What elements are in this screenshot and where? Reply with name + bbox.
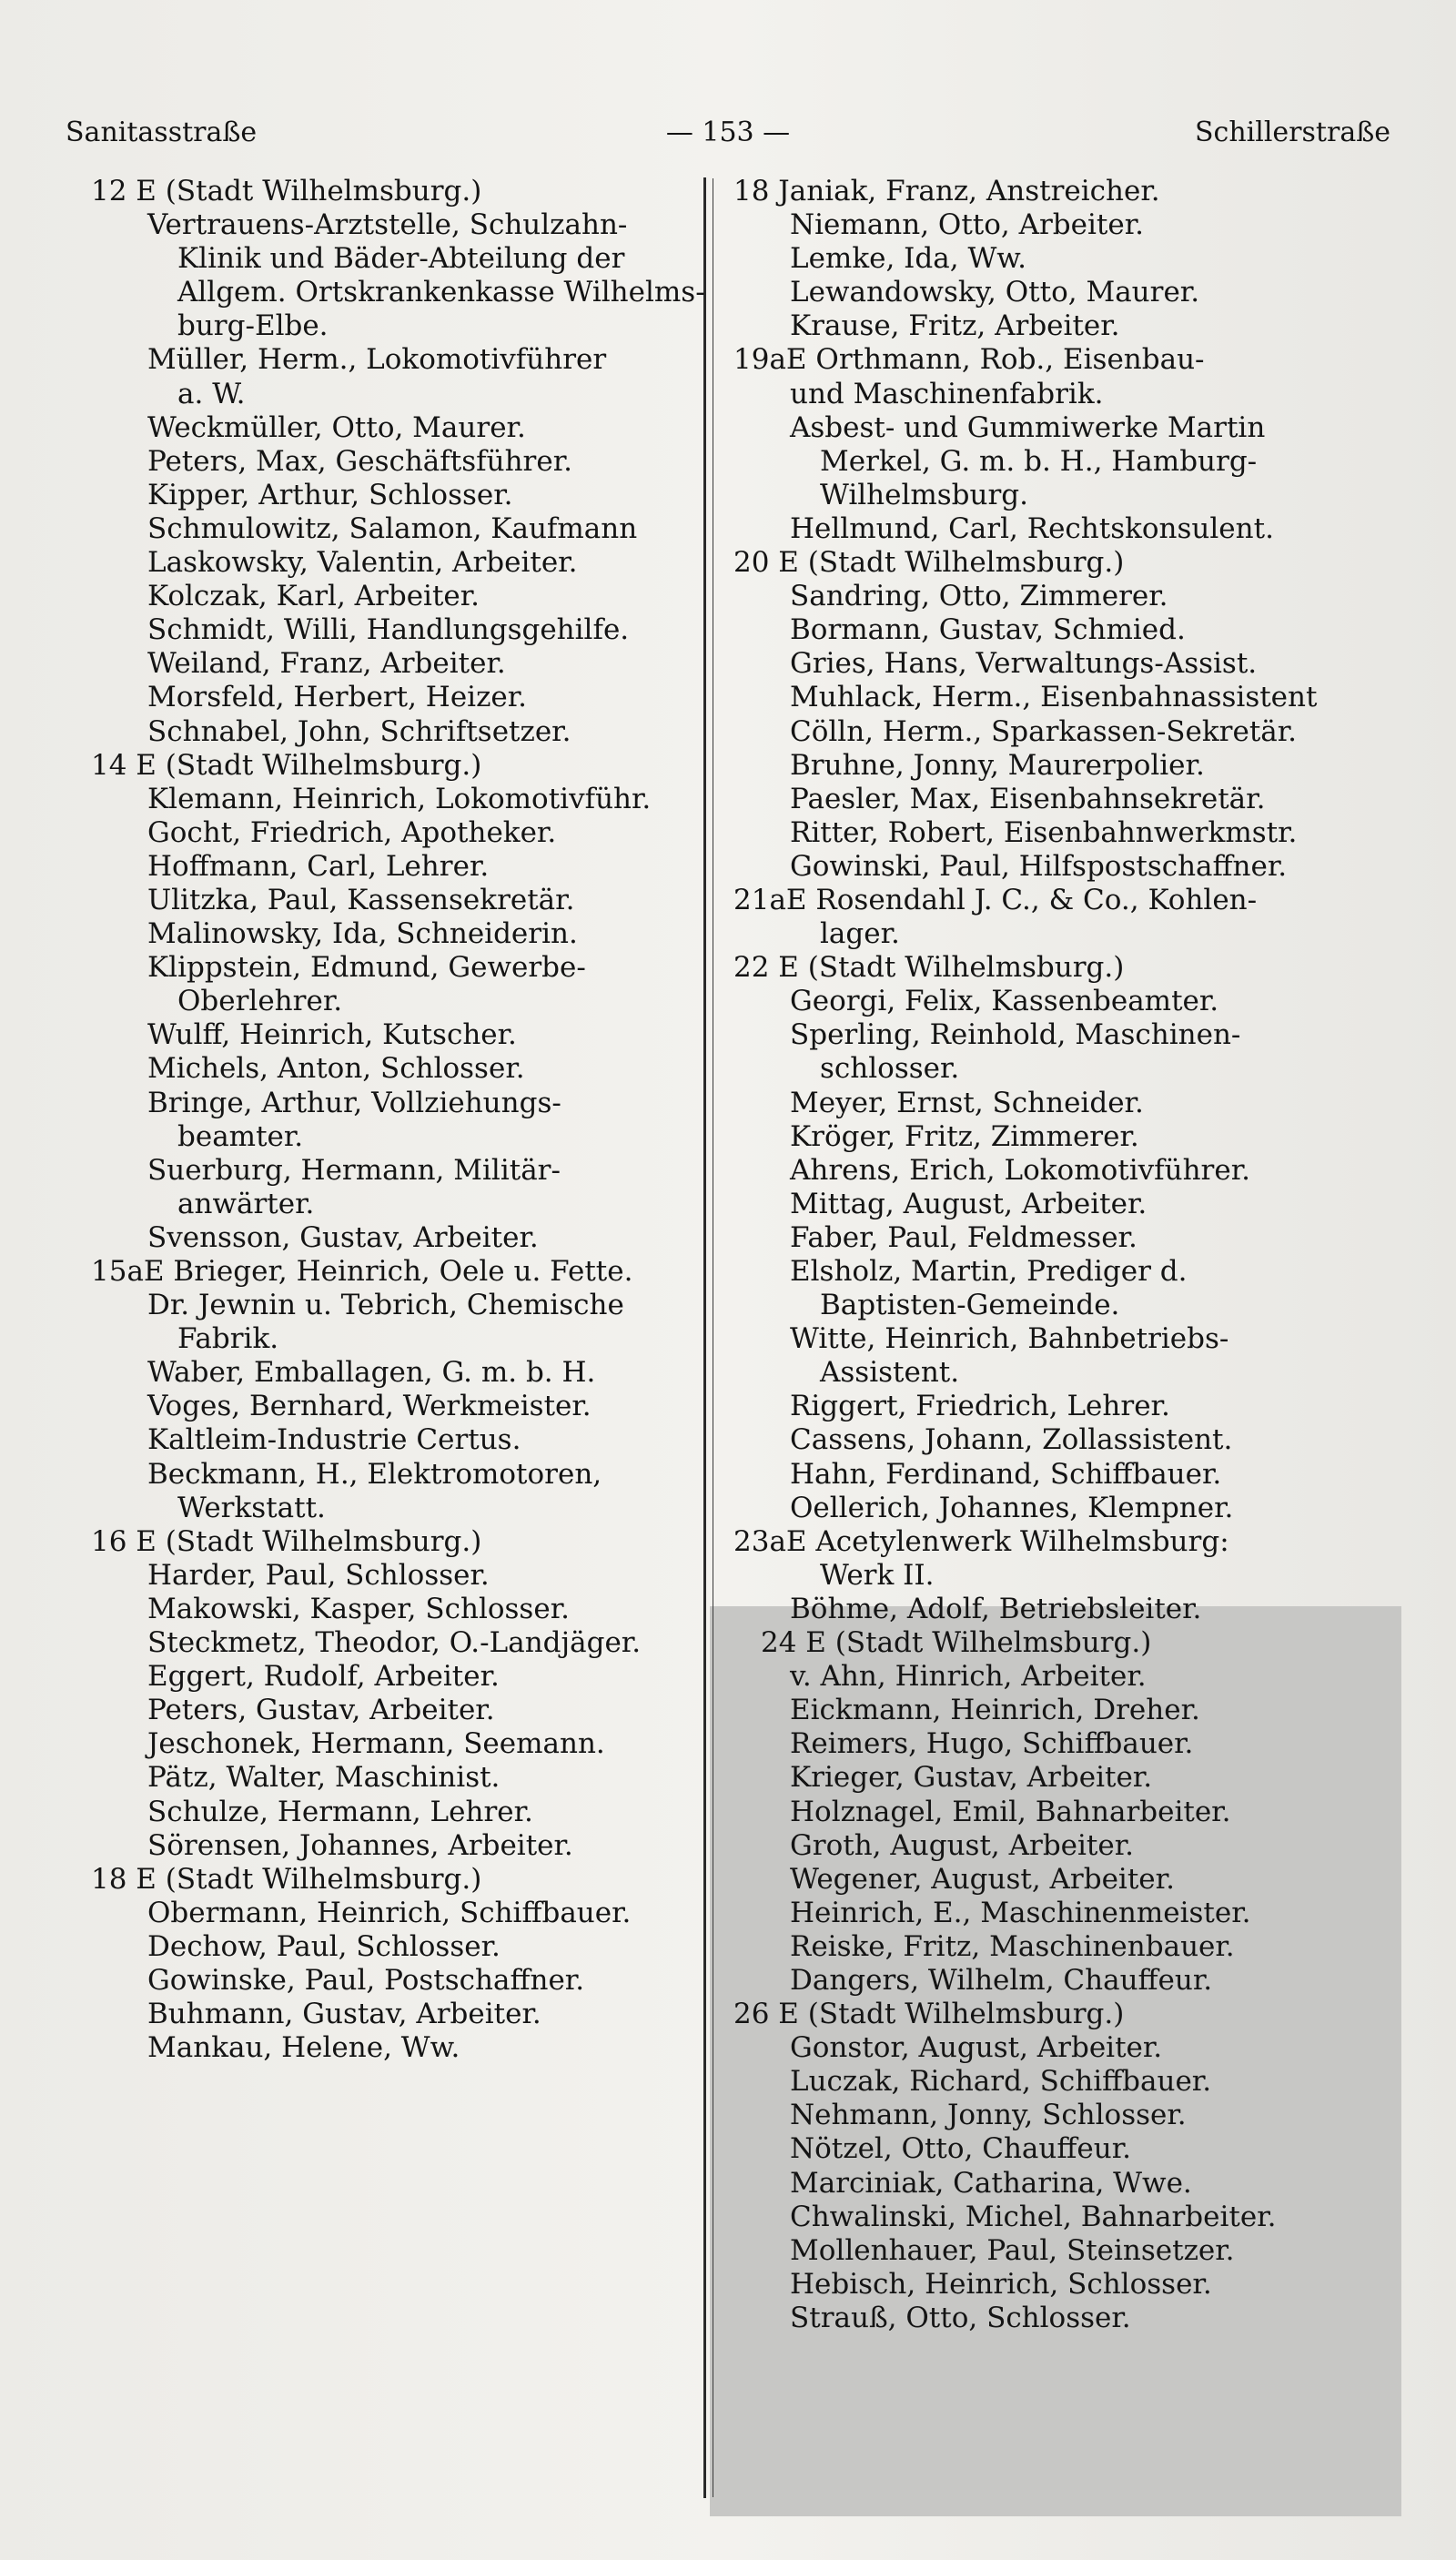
resident-entry: Hebisch, Heinrich, Schlosser. [790,2267,1212,2301]
resident-entry: Faber, Paul, Feldmesser. [790,1220,1138,1254]
page-number: — 153 — [665,116,791,148]
house-number-entry: 14 E (Stadt Wilhelmsburg.) [91,748,482,782]
house-number-entry: 12 E (Stadt Wilhelmsburg.) [91,175,482,207]
resident-entry: Schnabel, John, Schriftsetzer. [147,714,571,748]
house-number-entry: 18 E (Stadt Wilhelmsburg.) [91,1862,482,1896]
house-number-entry: 19aE Orthmann, Rob., Eisenbau- [733,343,1205,377]
resident-entry: Krause, Fritz, Arbeiter. [790,309,1120,343]
resident-entry: Wilhelmsburg. [820,478,1029,511]
resident-entry: Ahrens, Erich, Lokomotivführer. [790,1153,1250,1187]
page-header [66,116,1390,160]
resident-entry: Hellmund, Carl, Rechtskonsulent. [790,511,1274,545]
resident-entry: Luczak, Richard, Schiffbauer. [790,2065,1212,2099]
resident-entry: Ulitzka, Paul, Kassensekretär. [147,883,575,916]
house-number-entry: 18 Janiak, Franz, Anstreicher. [733,175,1160,207]
resident-entry: Reimers, Hugo, Schiffbauer. [790,1727,1194,1761]
resident-entry: Vertrauens-Arztstelle, Schulzahn- [147,208,628,242]
resident-entry: und Maschinenfabrik. [790,377,1104,410]
resident-entry: Sandring, Otto, Zimmerer. [790,580,1168,613]
resident-entry: Bringe, Arthur, Vollziehungs- [147,1086,561,1119]
resident-entry: Riggert, Friedrich, Lehrer. [790,1390,1170,1423]
resident-entry: Weiland, Franz, Arbeiter. [147,647,506,681]
resident-entry: Mittag, August, Arbeiter. [790,1187,1148,1220]
resident-entry: Eickmann, Heinrich, Dreher. [790,1694,1200,1727]
resident-entry: Gowinski, Paul, Hilfspostschaffner. [790,849,1288,883]
resident-entry: a. W. [177,377,246,410]
house-number-entry: 23aE Acetylenwerk Wilhelmsburg: [733,1524,1229,1558]
resident-entry: Gonstor, August, Arbeiter. [790,2031,1163,2065]
resident-entry: Harder, Paul, Schlosser. [147,1558,490,1592]
resident-entry: Kaltleim-Industrie Certus. [147,1423,521,1457]
house-number-entry: 16 E (Stadt Wilhelmsburg.) [91,1524,482,1558]
resident-entry: Eggert, Rudolf, Arbeiter. [147,1660,500,1694]
resident-entry: Paesler, Max, Eisenbahnsekretär. [790,782,1266,815]
resident-entry: Werkstatt. [177,1491,326,1524]
resident-entry: Dr. Jewnin u. Tebrich, Chemische [147,1289,624,1322]
resident-entry: v. Ahn, Hinrich, Arbeiter. [790,1660,1147,1694]
resident-entry: Fabrik. [177,1322,279,1356]
house-number-entry: 24 E (Stadt Wilhelmsburg.) [761,1626,1152,1660]
resident-entry: Reiske, Fritz, Maschinenbauer. [790,1929,1235,1963]
resident-entry: Mankau, Helene, Ww. [147,2031,460,2065]
resident-entry: Mollenhauer, Paul, Steinsetzer. [790,2233,1235,2267]
resident-entry: Jeschonek, Hermann, Seemann. [147,1727,605,1761]
house-number-entry: 15aE Brieger, Heinrich, Oele u. Fette. [91,1255,633,1288]
resident-entry: Asbest- und Gummiwerke Martin [790,410,1266,444]
header-street-from: Sanitasstraße [66,116,258,148]
resident-entry: lager. [820,917,900,951]
resident-entry: Bruhne, Jonny, Maurerpolier. [790,748,1205,782]
resident-entry: Sörensen, Johannes, Arbeiter. [147,1828,573,1862]
resident-entry: Wegener, August, Arbeiter. [790,1862,1175,1896]
resident-entry: Buhmann, Gustav, Arbeiter. [147,1998,541,2031]
resident-entry: Allgem. Ortskrankenkasse Wilhelms- [177,276,705,309]
resident-entry: Klinik und Bäder-Abteilung der [177,242,625,276]
resident-entry: Hahn, Ferdinand, Schiffbauer. [790,1457,1222,1491]
resident-entry: Peters, Gustav, Arbeiter. [147,1694,495,1727]
resident-entry: Schulze, Hermann, Lehrer. [147,1795,533,1828]
resident-entry: Lemke, Ida, Ww. [790,242,1027,276]
resident-entry: Witte, Heinrich, Bahnbetriebs- [790,1322,1229,1356]
house-number-entry: 21aE Rosendahl J. C., & Co., Kohlen- [733,883,1258,916]
resident-entry: Sperling, Reinhold, Maschinen- [790,1018,1241,1052]
resident-entry: Assistent. [820,1356,960,1390]
right-column [733,175,1425,2335]
resident-entry: Böhme, Adolf, Betriebsleiter. [790,1592,1202,1625]
resident-entry: Merkel, G. m. b. H., Hamburg- [820,444,1258,478]
resident-entry: Nehmann, Jonny, Schlosser. [790,2099,1187,2132]
resident-entry: Lewandowsky, Otto, Maurer. [790,276,1200,309]
resident-entry: Oberlehrer. [177,985,343,1018]
resident-entry: Wulff, Heinrich, Kutscher. [147,1018,517,1052]
header-street-to: Schillerstraße [1194,116,1390,148]
resident-entry: Krieger, Gustav, Arbeiter. [790,1761,1153,1795]
resident-entry: Gocht, Friedrich, Apotheker. [147,815,557,849]
resident-entry: Svensson, Gustav, Arbeiter. [147,1220,539,1254]
resident-entry: Obermann, Heinrich, Schiffbauer. [147,1896,632,1929]
resident-entry: Beckmann, H., Elektromotoren, [147,1457,602,1491]
resident-entry: Kröger, Fritz, Zimmerer. [790,1119,1139,1153]
resident-entry: Peters, Max, Geschäftsführer. [147,444,572,478]
resident-entry: Makowski, Kasper, Schlosser. [147,1592,570,1625]
resident-entry: Chwalinski, Michel, Bahnarbeiter. [790,2200,1277,2233]
resident-entry: Weckmüller, Otto, Maurer. [147,410,526,444]
resident-entry: burg-Elbe. [177,309,329,343]
resident-entry: Meyer, Ernst, Schneider. [790,1086,1144,1119]
house-number-entry: 22 E (Stadt Wilhelmsburg.) [733,951,1125,985]
resident-entry: Gries, Hans, Verwaltungs-Assist. [790,647,1258,681]
resident-entry: Kipper, Arthur, Schlosser. [147,478,513,511]
resident-entry: Bormann, Gustav, Schmied. [790,613,1186,647]
resident-entry: Pätz, Walter, Maschinist. [147,1761,500,1795]
resident-entry: Nötzel, Otto, Chauffeur. [790,2132,1131,2166]
resident-entry: Marciniak, Catharina, Wwe. [790,2166,1192,2200]
resident-entry: Gowinske, Paul, Postschaffner. [147,1963,585,1997]
resident-entry: Schmulowitz, Salamon, Kaufmann [147,511,638,545]
resident-entry: Cölln, Herm., Sparkassen-Sekretär. [790,714,1298,748]
left-column [91,175,705,2065]
resident-entry: Morsfeld, Herbert, Heizer. [147,681,528,714]
resident-entry: Suerburg, Hermann, Militär- [147,1153,561,1187]
resident-entry: schlosser. [820,1052,960,1086]
resident-entry: Klippstein, Edmund, Gewerbe- [147,951,586,985]
resident-entry: Groth, August, Arbeiter. [790,1828,1134,1862]
resident-entry: Schmidt, Willi, Handlungsgehilfe. [147,613,630,647]
resident-entry: Dangers, Wilhelm, Chauffeur. [790,1963,1213,1997]
house-number-entry: 20 E (Stadt Wilhelmsburg.) [733,546,1125,580]
resident-entry: Kolczak, Karl, Arbeiter. [147,580,480,613]
resident-entry: Strauß, Otto, Schlosser. [790,2301,1131,2334]
resident-entry: Elsholz, Martin, Prediger d. [790,1255,1188,1288]
resident-entry: Niemann, Otto, Arbeiter. [790,208,1144,242]
resident-entry: anwärter. [177,1187,315,1220]
resident-entry: Oellerich, Johannes, Klempner. [790,1491,1234,1524]
resident-entry: Voges, Bernhard, Werkmeister. [147,1390,592,1423]
resident-entry: beamter. [177,1119,304,1153]
resident-entry: Werk II. [820,1558,935,1592]
resident-entry: Malinowsky, Ida, Schneiderin. [147,917,578,951]
resident-entry: Holznagel, Emil, Bahnarbeiter. [790,1795,1231,1828]
resident-entry: Müller, Herm., Lokomotivführer [147,343,607,377]
resident-entry: Ritter, Robert, Eisenbahnwerkmstr. [790,815,1298,849]
resident-entry: Steckmetz, Theodor, O.-Landjäger. [147,1626,642,1660]
resident-entry: Waber, Emballagen, G. m. b. H. [147,1356,596,1390]
resident-entry: Dechow, Paul, Schlosser. [147,1929,500,1963]
resident-entry: Laskowsky, Valentin, Arbeiter. [147,546,578,580]
resident-entry: Klemann, Heinrich, Lokomotivführ. [147,782,652,815]
resident-entry: Hoffmann, Carl, Lehrer. [147,849,490,883]
resident-entry: Muhlack, Herm., Eisenbahnassistent [790,681,1318,714]
resident-entry: Cassens, Johann, Zollassistent. [790,1423,1233,1457]
resident-entry: Michels, Anton, Schlosser. [147,1052,525,1086]
resident-entry: Georgi, Felix, Kassenbeamter. [790,985,1219,1018]
resident-entry: Baptisten-Gemeinde. [820,1289,1120,1322]
resident-entry: Heinrich, E., Maschinenmeister. [790,1896,1251,1929]
house-number-entry: 26 E (Stadt Wilhelmsburg.) [733,1998,1125,2031]
column-divider [703,177,706,2498]
